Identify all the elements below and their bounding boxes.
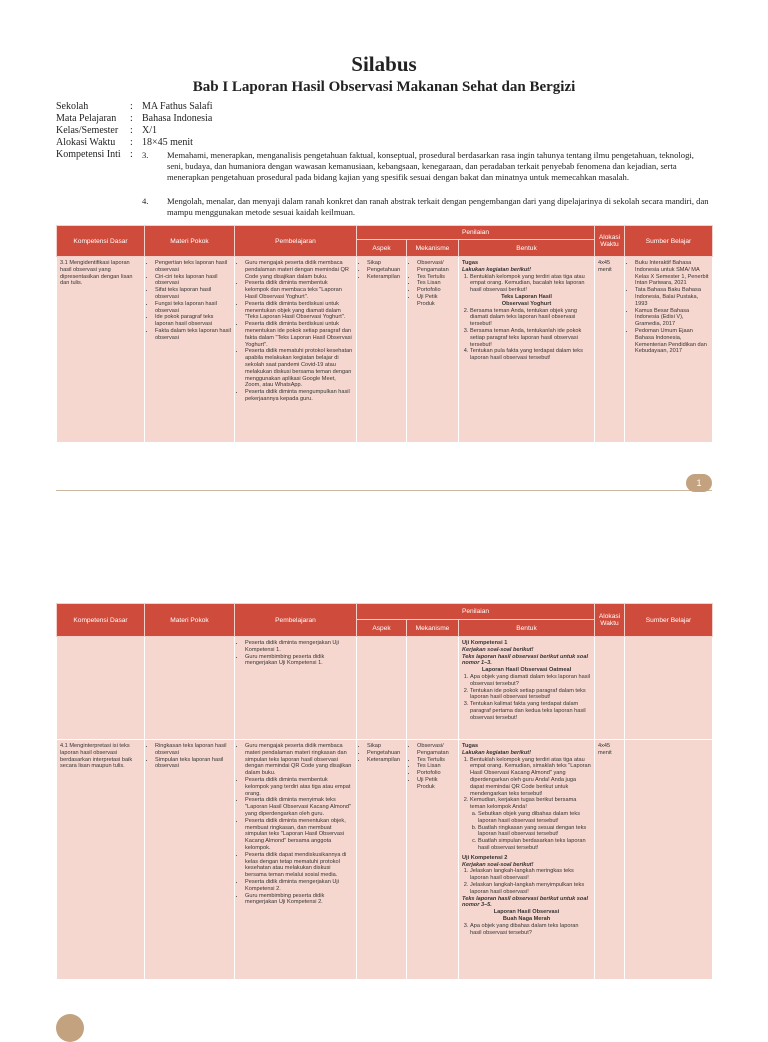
cell-pembelajaran xyxy=(235,257,357,443)
list-item: • Guru membimbing peserta didik mengerjakan Uji Kompetensi 1. xyxy=(245,654,353,668)
header-pembelajaran: Pembelajaran xyxy=(235,226,357,257)
header-mekanisme: Mekanisme xyxy=(407,620,459,637)
header-kompetensi-dasar: Kompetensi Dasar xyxy=(57,226,145,257)
identity-alokasi xyxy=(56,137,193,149)
cell-alokasi xyxy=(595,637,625,740)
cell-pembelajaran xyxy=(235,637,357,740)
list-item: 1. Jelaskan langkah-langkah meringkas teks laporan hasil observasi! xyxy=(470,868,591,882)
list-item: 3. Apa objek yang dibahas dalam teks laporan hasil observasi tersebut? xyxy=(470,923,591,937)
cell-mekanisme xyxy=(407,740,459,980)
cell-alokasi: 4x45 menit xyxy=(595,257,625,443)
page-divider xyxy=(56,490,712,491)
bentuk-instruction: Lakukan kegiatan berikut! xyxy=(462,749,532,756)
cell-materi xyxy=(145,740,235,980)
identity-label: Kompetensi Inti xyxy=(56,149,121,160)
header-sumber-belajar: Sumber Belajar xyxy=(625,226,713,257)
list-item: • Keterampilan xyxy=(367,274,403,281)
list-item: • Guru mengajak peserta didik membaca pendalaman materi dengan memindai QR Code yang disajikan dalam buku. xyxy=(245,260,353,280)
list-item: • Peserta didik diminta membentuk kelompok dan membaca teks "Laporan Hasil Observasi Yoghurt". xyxy=(245,280,353,300)
bentuk-text-title: Laporan Hasil Observasi Oatmeal xyxy=(481,667,572,674)
list-item: • Peserta didik diminta mengerjakan Uji Kompetensi 2. xyxy=(245,879,353,893)
cell-aspek xyxy=(357,257,407,443)
table-row xyxy=(57,740,713,980)
ki-number: 3. xyxy=(142,150,149,160)
list-item: • Observasi/ Pengamatan xyxy=(417,260,455,274)
uji-text-title: Buah Naga Merah xyxy=(502,915,551,922)
list-item: • Portofolio xyxy=(417,770,455,777)
ki-number: 4. xyxy=(142,196,149,206)
bentuk-heading: Tugas xyxy=(462,743,479,749)
list-item: 2. Jelaskan langkah-langkah menyimpulkan teks laporan hasil observasi! xyxy=(470,882,591,896)
syllabus-table-1 xyxy=(56,225,713,443)
cell-kompetensi-dasar xyxy=(57,637,145,740)
list-item: b. Buatlah ringkasan yang sesuai dengan teks laporan hasil observasi tersebut! xyxy=(478,825,591,839)
identity-value: X/1 xyxy=(142,125,157,136)
list-item: • Kamus Besar Bahasa Indonesia (Edisi V), Gramedia, 2017 xyxy=(635,308,709,328)
page-number-badge: 1 xyxy=(686,474,712,492)
list-item: • Sikap xyxy=(367,743,403,750)
kd-number: 4.1 xyxy=(60,743,68,749)
header-bentuk: Bentuk xyxy=(459,240,595,257)
list-item: • Pengetahuan xyxy=(367,750,403,757)
list-item-text: Kemudian, kerjakan tugas berikut bersama teman kelompok Anda! xyxy=(470,797,577,811)
cell-kompetensi-dasar xyxy=(57,257,145,443)
identity-kelas xyxy=(56,125,157,137)
syllabus-table-2 xyxy=(56,603,713,980)
header-aspek: Aspek xyxy=(357,620,407,637)
page-title: Silabus xyxy=(351,52,417,76)
list-item: • Peserta didik dapat mendiskusikannya di kelas dengan tetap mematuhi protokol kesehatan atau melakukan diskusi bersama teman melalui sosial media. xyxy=(245,852,353,879)
cell-alokasi: 4x45 menit xyxy=(595,740,625,980)
kd-text: Mengidentifikasi laporan hasil observasi yang dipresentasikan dengan lisan dan tulis. xyxy=(60,260,133,287)
list-item: • Ringkasan teks laporan hasil observasi xyxy=(155,743,231,757)
header-penilaian: Penilaian xyxy=(357,226,595,240)
cell-aspek xyxy=(357,637,407,740)
page-number-badge-next xyxy=(56,1014,84,1042)
list-item: • Tes Lisan xyxy=(417,280,455,287)
list-item: • Tes Tertulis xyxy=(417,757,455,764)
bentuk-text-title: Teks Laporan Hasil xyxy=(501,293,552,300)
bentuk-heading: Uji Kompetensi 1 xyxy=(462,640,508,646)
header-alokasi-waktu: Alokasi Waktu xyxy=(595,226,625,257)
table-row xyxy=(57,257,713,443)
kd-number: 3.1 xyxy=(60,260,68,266)
colon: : xyxy=(130,113,133,124)
list-item: 1. Bentuklah kelompok yang terdiri atas tiga atau empat orang. Kemudian, bacalah teks laporan hasil observasi berikut! xyxy=(470,274,591,294)
header-materi-pokok: Materi Pokok xyxy=(145,604,235,637)
list-item: • Peserta didik diminta mengerjakan Uji Kompetensi 1. xyxy=(245,640,353,654)
identity-label: Mata Pelajaran xyxy=(56,113,117,124)
list-item: • Ide pokok paragraf teks laporan hasil observasi xyxy=(155,314,231,328)
list-item: • Ciri-ciri teks laporan hasil observasi xyxy=(155,274,231,288)
header-pembelajaran: Pembelajaran xyxy=(235,604,357,637)
uji-heading: Uji Kompetensi 2 xyxy=(462,854,508,861)
header-alokasi-waktu: Alokasi Waktu xyxy=(595,604,625,637)
identity-value: Bahasa Indonesia xyxy=(142,113,213,124)
bentuk-instruction: Lakukan kegiatan berikut! xyxy=(462,266,532,273)
uji-note: Teks laporan hasil observasi berikut untuk soal nomor 3–5. xyxy=(462,895,589,909)
list-item: • Pedoman Umum Ejaan Bahasa Indonesia, Kementerian Pendidikan dan Kebudayaan, 2017 xyxy=(635,328,709,355)
colon: : xyxy=(130,101,133,112)
list-item: • Uji Petik Produk xyxy=(417,294,455,308)
list-item: • Tata Bahasa Baku Bahasa Indonesia, Balai Pustaka, 1993 xyxy=(635,287,709,307)
list-item: • Tes Tertulis xyxy=(417,274,455,281)
list-item: a. Sebutkan objek yang dibahas dalam teks laporan hasil observasi tersebut! xyxy=(478,811,591,825)
cell-kompetensi-dasar xyxy=(57,740,145,980)
list-item: • Simpulan teks laporan hasil observasi xyxy=(155,757,231,771)
list-item: • Peserta didik diminta menentukan objek, membuat ringkasan, dan membuat simpulan teks "Laporan Hasil Observasi Kacang Almond" bersama anggota kelompok. xyxy=(245,818,353,852)
list-item: c. Buatlah simpulan berdasarkan teks laporan hasil observasi tersebut! xyxy=(478,838,591,852)
bentuk-instruction: Kerjakan soal-soal berikut! xyxy=(462,646,534,653)
list-item: • Peserta didik diminta menyimak teks "Laporan Hasil Observasi Kacang Almond" yang diperdengarkan oleh guru. xyxy=(245,797,353,817)
list-item: • Sikap xyxy=(367,260,403,267)
cell-sumber xyxy=(625,740,713,980)
list-item: • Buku Interaktif Bahasa Indonesia untuk SMA/ MA Kelas X Semester 1, Penerbit Intan Pariwara, 2021 xyxy=(635,260,709,287)
cell-sumber xyxy=(625,637,713,740)
colon: : xyxy=(130,137,133,148)
list-item: • Fungsi teks laporan hasil observasi xyxy=(155,301,231,315)
list-item: 1. Bentuklah kelompok yang terdiri atas tiga atau empat orang. Kemudian, simaklah teks "Laporan Hasil Observasi Kacang Almond" yang diperdengarkan oleh guru Anda! Anda juga dapat memindai QR Code berikut untuk mendengarkan teks tersebut! xyxy=(470,757,591,798)
list-item: • Peserta didik mematuhi protokol kesehatan apabila melakukan kegiatan belajar di sekolah saat pandemi Covid-19 atau melakukan diskusi bersama teman dengan menggunakan aplikasi Google Meet, Zoom, atau WhatsApp. xyxy=(245,348,353,389)
list-item: • Fakta dalam teks laporan hasil observasi xyxy=(155,328,231,342)
cell-aspek xyxy=(357,740,407,980)
list-item: 3. Bersama teman Anda, tentukanlah ide pokok setiap paragraf teks laporan hasil observasi tersebut! xyxy=(470,328,591,348)
ki-text: Mengolah, menalar, dan menyaji dalam ranah konkret dan ranah abstrak terkait dengan pengembangan dari yang dipelajarinya di sekolah secara mandiri, dan mampu menggunakan metode sesuai kaidah keilmuan. xyxy=(167,196,709,217)
cell-pembelajaran xyxy=(235,740,357,980)
cell-mekanisme xyxy=(407,637,459,740)
header-mekanisme: Mekanisme xyxy=(407,240,459,257)
identity-label: Sekolah xyxy=(56,101,89,112)
kd-text: Menginterpretasi isi teks laporan hasil observasi berdasarkan interpretasi baik secara lisan maupun tulis. xyxy=(60,743,133,770)
list-item: • Peserta didik diminta mengumpulkan hasil pekerjaannya kepada guru. xyxy=(245,389,353,403)
identity-mapel xyxy=(56,113,212,125)
cell-bentuk xyxy=(459,637,595,740)
list-item: 2. Tentukan ide pokok setiap paragraf dalam teks laporan hasil observasi tersebut! xyxy=(470,688,591,702)
bentuk-text-title: Observasi Yoghurt xyxy=(501,300,552,307)
header-bentuk: Bentuk xyxy=(459,620,595,637)
list-item: 1. Apa objek yang diamati dalam teks laporan hasil observasi tersebut? xyxy=(470,674,591,688)
header-aspek: Aspek xyxy=(357,240,407,257)
colon: : xyxy=(130,125,133,136)
list-item: 2. Bersama teman Anda, tentukan objek yang diamati dalam teks laporan hasil observasi tersebut! xyxy=(470,308,591,328)
bentuk-note: Teks laporan hasil observasi berikut untuk soal nomor 1–3. xyxy=(462,653,589,667)
cell-sumber xyxy=(625,257,713,443)
ki-text: Memahami, menerapkan, menganalisis pengetahuan faktual, konseptual, prosedural berdasarkan rasa ingin tahunya tentang ilmu pengetahuan, teknologi, seni, budaya, dan humaniora dengan wawasan kemanusiaan, kebangsaan, kenegaraan, dan peradaban terkait penyebab fenomena dan kejadian, serta menerapkan pengetahuan prosedural pada bidang kajian yang spesifik sesuai dengan bakat dan minatnya untuk memecahkan masalah. xyxy=(167,150,694,182)
page-subtitle: Bab I Laporan Hasil Observasi Makanan Sehat dan Bergizi xyxy=(192,79,576,95)
list-item xyxy=(470,797,591,851)
cell-materi xyxy=(145,637,235,740)
uji-text-title: Laporan Hasil Observasi xyxy=(493,909,560,916)
list-item: • Sifat teks laporan hasil observasi xyxy=(155,287,231,301)
list-item: • Pengetahuan xyxy=(367,267,403,274)
list-item: • Peserta didik diminta membentuk kelompok yang terdiri atas tiga atau empat orang. xyxy=(245,777,353,797)
identity-label: Alokasi Waktu xyxy=(56,137,116,148)
identity-label: Kelas/Semester xyxy=(56,125,119,136)
list-item: • Portofolio xyxy=(417,287,455,294)
list-item: • Peserta didik diminta berdiskusi untuk menentukan objek yang diamati dalam "Teks Laporan Hasil Observasi Yoghurt". xyxy=(245,301,353,321)
colon: : xyxy=(130,149,133,160)
header-materi-pokok: Materi Pokok xyxy=(145,226,235,257)
identity-value: 18×45 menit xyxy=(142,137,193,148)
list-item: • Peserta didik diminta berdiskusi untuk menentukan ide pokok setiap paragraf dan fakta dalam "Teks Laporan Hasil Observasi Yoghurt". xyxy=(245,321,353,348)
cell-bentuk xyxy=(459,257,595,443)
kompetensi-inti-3 xyxy=(142,150,712,183)
kompetensi-inti-4 xyxy=(142,196,712,218)
list-item: • Guru mengajak peserta didik membaca materi pendalaman materi ringkasan dan simpulan teks laporan hasil observasi dengan memindai QR Code yang disajikan dalam buku. xyxy=(245,743,353,777)
list-item: • Tes Lisan xyxy=(417,763,455,770)
identity-value: MA Fathus Salafi xyxy=(142,101,213,112)
list-item: • Uji Petik Produk xyxy=(417,777,455,791)
uji-instruction: Kerjakan soal-soal berikut! xyxy=(462,861,534,868)
list-item: • Guru membimbing peserta didik mengerjakan Uji Kompetensi 2. xyxy=(245,893,353,907)
table-row xyxy=(57,637,713,740)
header-sumber-belajar: Sumber Belajar xyxy=(625,604,713,637)
list-item: 3. Tentukan kalimat fakta yang terdapat dalam paragraf pertama dan kedua teks laporan hasil observasi tersebut! xyxy=(470,701,591,721)
list-item: • Pengertian teks laporan hasil observasi xyxy=(155,260,231,274)
cell-mekanisme xyxy=(407,257,459,443)
cell-bentuk xyxy=(459,740,595,980)
list-item: 4. Tentukan pula fakta yang terdapat dalam teks laporan hasil observasi tersebut! xyxy=(470,348,591,362)
cell-materi xyxy=(145,257,235,443)
bentuk-heading: Tugas xyxy=(462,260,479,266)
list-item: • Keterampilan xyxy=(367,757,403,764)
header-penilaian: Penilaian xyxy=(357,604,595,620)
identity-sekolah xyxy=(56,101,213,113)
header-kompetensi-dasar: Kompetensi Dasar xyxy=(57,604,145,637)
list-item: • Observasi/ Pengamatan xyxy=(417,743,455,757)
identity-ki xyxy=(56,149,142,161)
